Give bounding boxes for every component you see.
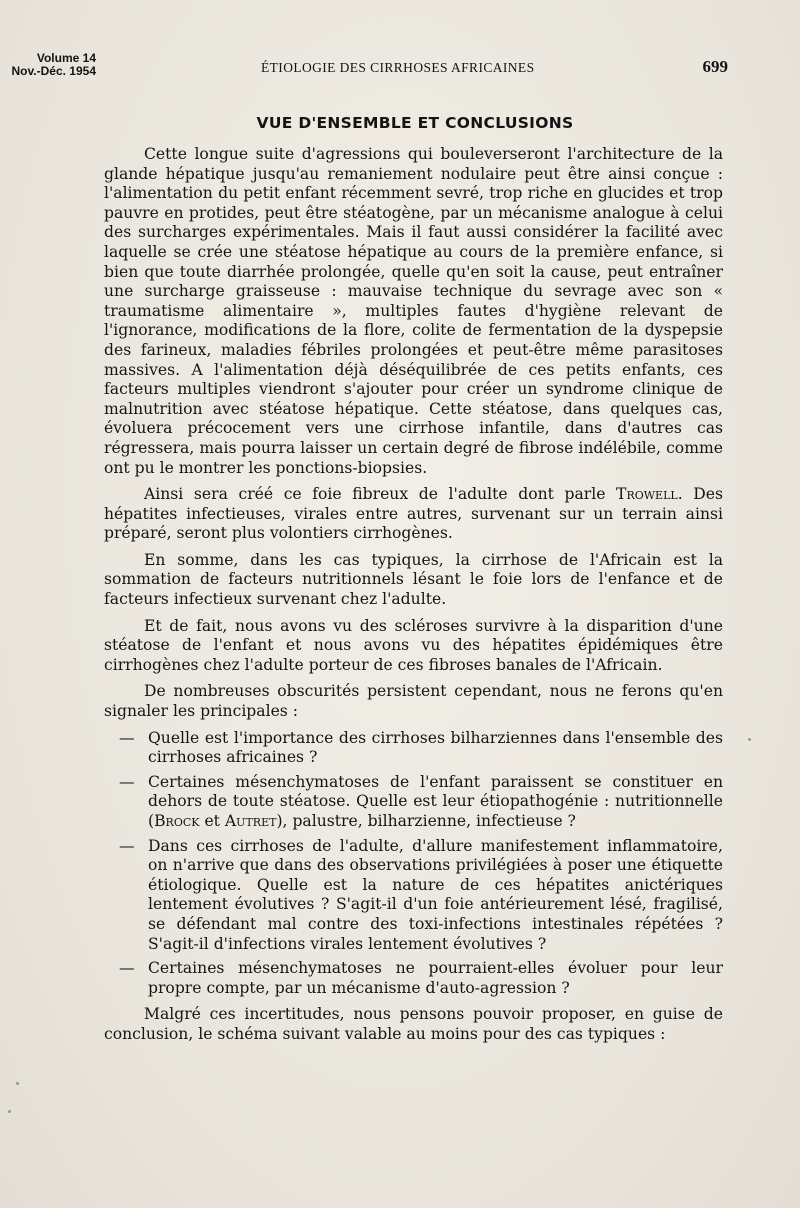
paragraph-1: Cette longue suite d'agressions qui bouleverseront l'architecture de la glande hépatique jusqu'au remaniement nodulaire peut être ainsi conçue : l'alimentation du petit enfant récemment sevré, trop riche en glucides et trop pauvre en protides, peut être stéatogène, par un mécanisme analogue à celui des surcharges expérimentales. Mais il faut aussi considérer la facilité avec laquelle se crée une stéatose hépatique au cours de la première enfance, si bien que toute diarrhée prolongée, quelle qu'en soit la cause, peut entraîner une surcharge graisseuse : mauvaise technique du sevrage avec son « traumatisme alimentaire », multiples fautes d'hygiène relevant de l'ignorance, modifications de la flore, colite de fermentation de la dyspepsie des farineux, maladies fébriles prolongées et peut-être même parasitoses massives. A l'alimentation déjà déséquilibrée de ces petits enfants, ces facteurs multiples viendront s'ajouter pour créer un syndrome clinique de malnutrition avec stéatose hépatique. Cette stéatose, dans quelques cas, évoluera précocement vers une cirrhose infantile, dans d'autres cas régressera, mais pourra laisser un certain degré de fibrose indélébile, comme ont pu le montrer les ponctions-biopsies. xyxy=(104,145,723,477)
dash-marker: — xyxy=(119,959,135,978)
paragraph-4: Et de fait, nous avons vu des scléroses survivre à la disparition d'une stéatose de l'enfant et nous avons vu des hépatites épidémiques être cirrhogènes chez l'adulte porteur de ces fibroses banales de l'Africain. xyxy=(104,616,723,674)
running-title: ÉTIOLOGIE DES CIRRHOSES AFRICAINES xyxy=(261,60,535,75)
paragraph-2 xyxy=(104,485,723,544)
list-item xyxy=(104,773,723,832)
page-number: 699 xyxy=(702,57,728,76)
paragraph-2-text-b: . Des hépatites infectieuses, virales entre autres, survenant sur un terrain ainsi préparé, seront plus volontiers cirrhogènes. xyxy=(104,485,723,543)
author-name-brock: Brock xyxy=(154,812,200,830)
paper-speck xyxy=(8,1110,11,1113)
running-head xyxy=(6,52,728,86)
volume-label: Volume 14 xyxy=(36,51,96,65)
question-2-text-a: Certaines mésenchymatoses de l'enfant paraissent se constituer en dehors de toute stéatose. Quelle est leur étiopathogénie : nutritionnelle ( xyxy=(148,772,723,830)
section-title: VUE D'ENSEMBLE ET CONCLUSIONS xyxy=(256,114,574,132)
paper-speck xyxy=(748,738,751,741)
paragraph-5: De nombreuses obscurités persistent cependant, nous ne ferons qu'en signaler les principales : xyxy=(104,682,723,721)
open-questions-list xyxy=(104,729,723,999)
question-3: Dans ces cirrhoses de l'adulte, d'allure manifestement inflammatoire, on n'arrive que dans des observations privilégiées à poser une étiquette étiologique. Quelle est la nature de ces hépatites anictériques lentement évolutives ? S'agit-il d'un foie antérieurement lésé, fragilisé, se défendant mal contre des toxi-infections intestinales répétées ? S'agit-il d'infections virales lentement évolutives ? xyxy=(148,836,723,953)
paper-speck xyxy=(16,1082,19,1085)
author-name-autret: Autret xyxy=(224,812,277,830)
paragraph-2-text-a: Ainsi sera créé ce foie fibreux de l'adulte dont parle xyxy=(144,485,617,504)
list-item xyxy=(104,959,723,998)
dash-marker: — xyxy=(119,772,135,791)
question-2-text-b: et xyxy=(199,812,225,830)
body-text xyxy=(104,145,723,1052)
author-name-trowell: Trowell xyxy=(616,485,678,504)
question-4: Certaines mésenchymatoses ne pourraient-elles évoluer pour leur propre compte, par un mécanisme d'auto-agression ? xyxy=(148,959,723,997)
question-2 xyxy=(148,773,723,830)
question-2-text-c: ), palustre, bilharzienne, infectieuse ? xyxy=(276,812,576,830)
paragraph-6: Malgré ces incertitudes, nous pensons pouvoir proposer, en guise de conclusion, le schéma suivant valable au moins pour des cas typiques : xyxy=(104,1005,723,1043)
issue-label: Nov.-Déc. 1954 xyxy=(11,64,96,78)
list-item xyxy=(104,729,723,768)
dash-marker: — xyxy=(119,836,135,855)
volume-issue xyxy=(6,52,96,78)
question-1: Quelle est l'importance des cirrhoses bilharziennes dans l'ensemble des cirrhoses africaines ? xyxy=(148,728,723,767)
paragraph-3: En somme, dans les cas typiques, la cirrhose de l'Africain est la sommation de facteurs nutritionnels lésant le foie lors de l'enfance et de facteurs infectieux survenant chez l'adulte. xyxy=(104,550,723,609)
list-item xyxy=(104,837,723,955)
dash-marker: — xyxy=(119,728,135,747)
